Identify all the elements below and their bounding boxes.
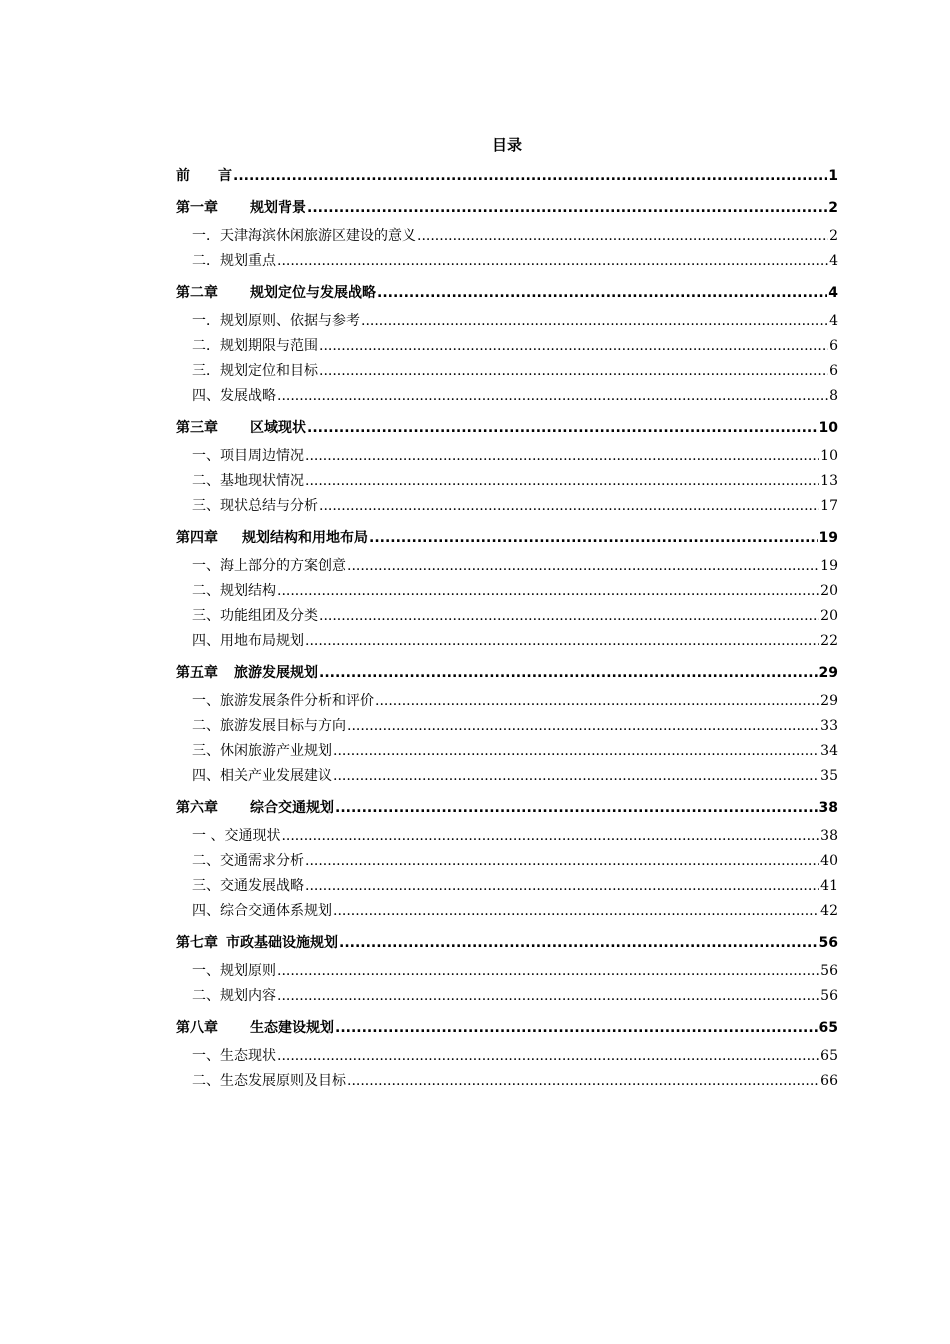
chapter-number: 第三章 (176, 420, 218, 436)
toc-section-entry (176, 899, 838, 924)
toc-section-entry (176, 1044, 838, 1069)
toc-chapter-entry (176, 164, 838, 189)
section-page-number: 8 (829, 388, 838, 404)
chapter-page-number: 38 (818, 800, 838, 816)
section-page-number: 66 (820, 1073, 838, 1089)
toc-section-entry (176, 554, 838, 579)
toc-section-entry (176, 224, 838, 249)
section-label: 一、海上部分的方案创意 (192, 558, 346, 574)
section-page-number: 19 (820, 558, 838, 574)
toc-section-entry (176, 469, 838, 494)
section-label: 一．规划原则、依据与参考 (192, 313, 360, 329)
toc-section-entry (176, 249, 838, 274)
chapter-label (176, 796, 334, 821)
section-label: 四、用地布局规划 (192, 633, 304, 649)
section-page-number: 2 (829, 228, 838, 244)
chapter-title: 市政基础设施规划 (226, 935, 338, 951)
chapter-page-number: 1 (828, 168, 838, 184)
toc-section-entry (176, 849, 838, 874)
section-label: 二、规划结构 (192, 583, 276, 599)
dot-leader (335, 1016, 818, 1041)
section-label: 三、功能组团及分类 (192, 608, 318, 624)
chapter-label (176, 196, 306, 221)
section-label: 三、现状总结与分析 (192, 498, 318, 514)
chapter-title: 综合交通规划 (250, 800, 334, 816)
chapter-page-number: 4 (828, 285, 838, 301)
dot-leader (339, 931, 818, 956)
dot-leader (333, 899, 819, 924)
toc-list (176, 164, 838, 1094)
toc-chapter-entry (176, 661, 838, 686)
section-page-number: 41 (820, 878, 838, 894)
section-page-number: 65 (820, 1048, 838, 1064)
dot-leader (347, 714, 819, 739)
dot-leader (277, 384, 828, 409)
dot-leader (277, 1044, 819, 1069)
dot-leader (307, 196, 827, 221)
chapter-page-number: 10 (818, 420, 838, 436)
chapter-label (176, 931, 338, 956)
chapter-page-number: 19 (818, 530, 838, 546)
section-label: 三．规划定位和目标 (192, 363, 318, 379)
chapter-label (176, 416, 306, 441)
section-label: 四、综合交通体系规划 (192, 903, 332, 919)
section-page-number: 13 (820, 473, 838, 489)
section-label: 二．规划期限与范围 (192, 338, 318, 354)
chapter-label (176, 281, 376, 306)
chapter-number: 第二章 (176, 285, 218, 301)
dot-leader (333, 739, 819, 764)
dot-leader (319, 604, 819, 629)
chapter-title: 规划结构和用地布局 (242, 530, 368, 546)
toc-section-entry (176, 494, 838, 519)
toc-section-entry (176, 629, 838, 654)
chapter-number: 第四章 (176, 530, 218, 546)
toc-section-entry (176, 384, 838, 409)
chapter-label (176, 661, 318, 686)
toc-chapter-entry (176, 416, 838, 441)
section-page-number: 4 (829, 253, 838, 269)
dot-leader (335, 796, 818, 821)
chapter-number: 第五章 (176, 665, 218, 681)
toc-section-entry (176, 714, 838, 739)
section-page-number: 56 (820, 963, 838, 979)
dot-leader (333, 764, 819, 789)
section-page-number: 10 (820, 448, 838, 464)
chapter-label (176, 526, 368, 551)
section-page-number: 35 (820, 768, 838, 784)
dot-leader (319, 661, 818, 686)
section-label: 一、规划原则 (192, 963, 276, 979)
section-label: 四、发展战略 (192, 388, 276, 404)
toc-section-entry (176, 1069, 838, 1094)
section-label: 三、交通发展战略 (192, 878, 304, 894)
toc-section-entry (176, 959, 838, 984)
dot-leader (347, 554, 819, 579)
chapter-title: 规划背景 (250, 200, 306, 216)
section-page-number: 29 (820, 693, 838, 709)
dot-leader (319, 494, 819, 519)
chapter-title: 旅游发展规划 (234, 665, 318, 681)
chapter-number: 前 言 (176, 168, 232, 184)
section-page-number: 20 (820, 583, 838, 599)
toc-chapter-entry (176, 281, 838, 306)
section-page-number: 33 (820, 718, 838, 734)
section-page-number: 56 (820, 988, 838, 1004)
chapter-title: 规划定位与发展战略 (250, 285, 376, 301)
toc-chapter-entry (176, 796, 838, 821)
section-label: 二、交通需求分析 (192, 853, 304, 869)
chapter-number: 第八章 (176, 1020, 218, 1036)
chapter-page-number: 65 (818, 1020, 838, 1036)
toc-section-entry (176, 604, 838, 629)
dot-leader (305, 874, 819, 899)
section-page-number: 42 (820, 903, 838, 919)
section-label: 一、生态现状 (192, 1048, 276, 1064)
dot-leader (277, 249, 828, 274)
section-page-number: 6 (829, 363, 838, 379)
toc-section-entry (176, 579, 838, 604)
toc-section-entry (176, 874, 838, 899)
section-page-number: 20 (820, 608, 838, 624)
toc-section-entry (176, 764, 838, 789)
chapter-number: 第七章 (176, 935, 218, 951)
dot-leader (375, 689, 819, 714)
section-label: 一、项目周边情况 (192, 448, 304, 464)
chapter-page-number: 29 (818, 665, 838, 681)
section-label: 一、旅游发展条件分析和评价 (192, 693, 374, 709)
toc-title: 目录 (491, 136, 522, 154)
toc-section-entry (176, 824, 838, 849)
dot-leader (305, 444, 819, 469)
toc-chapter-entry (176, 196, 838, 221)
section-label: 四、相关产业发展建议 (192, 768, 332, 784)
section-page-number: 34 (820, 743, 838, 759)
dot-leader (281, 824, 819, 849)
section-label: 二．规划重点 (192, 253, 276, 269)
dot-leader (277, 579, 819, 604)
dot-leader (307, 416, 818, 441)
dot-leader (377, 281, 827, 306)
section-label: 二、规划内容 (192, 988, 276, 1004)
section-label: 一．天津海滨休闲旅游区建设的意义 (192, 228, 416, 244)
dot-leader (369, 526, 818, 551)
section-page-number: 40 (820, 853, 838, 869)
dot-leader (277, 959, 819, 984)
dot-leader (305, 849, 819, 874)
section-page-number: 38 (820, 828, 838, 844)
chapter-title: 生态建设规划 (250, 1020, 334, 1036)
toc-section-entry (176, 334, 838, 359)
toc-section-entry (176, 444, 838, 469)
toc-chapter-entry (176, 526, 838, 551)
section-label: 二、旅游发展目标与方向 (192, 718, 346, 734)
toc-section-entry (176, 739, 838, 764)
toc-section-entry (176, 984, 838, 1009)
dot-leader (347, 1069, 819, 1094)
dot-leader (319, 334, 828, 359)
dot-leader (417, 224, 828, 249)
chapter-title: 区域现状 (250, 420, 306, 436)
dot-leader (305, 469, 819, 494)
chapter-page-number: 2 (828, 200, 838, 216)
dot-leader (319, 359, 828, 384)
section-page-number: 22 (820, 633, 838, 649)
dot-leader (305, 629, 819, 654)
dot-leader (233, 164, 827, 189)
toc-page (176, 130, 838, 1094)
chapter-page-number: 56 (818, 935, 838, 951)
section-page-number: 6 (829, 338, 838, 354)
chapter-label (176, 1016, 334, 1041)
section-label: 一 、交通现状 (192, 828, 281, 844)
toc-section-entry (176, 359, 838, 384)
toc-chapter-entry (176, 1016, 838, 1041)
chapter-label (176, 164, 232, 189)
section-page-number: 4 (829, 313, 838, 329)
dot-leader (361, 309, 828, 334)
chapter-number: 第一章 (176, 200, 218, 216)
toc-chapter-entry (176, 931, 838, 956)
chapter-number: 第六章 (176, 800, 218, 816)
section-label: 三、休闲旅游产业规划 (192, 743, 332, 759)
toc-section-entry (176, 309, 838, 334)
dot-leader (277, 984, 819, 1009)
section-label: 二、生态发展原则及目标 (192, 1073, 346, 1089)
section-page-number: 17 (820, 498, 838, 514)
toc-section-entry (176, 689, 838, 714)
section-label: 二、基地现状情况 (192, 473, 304, 489)
